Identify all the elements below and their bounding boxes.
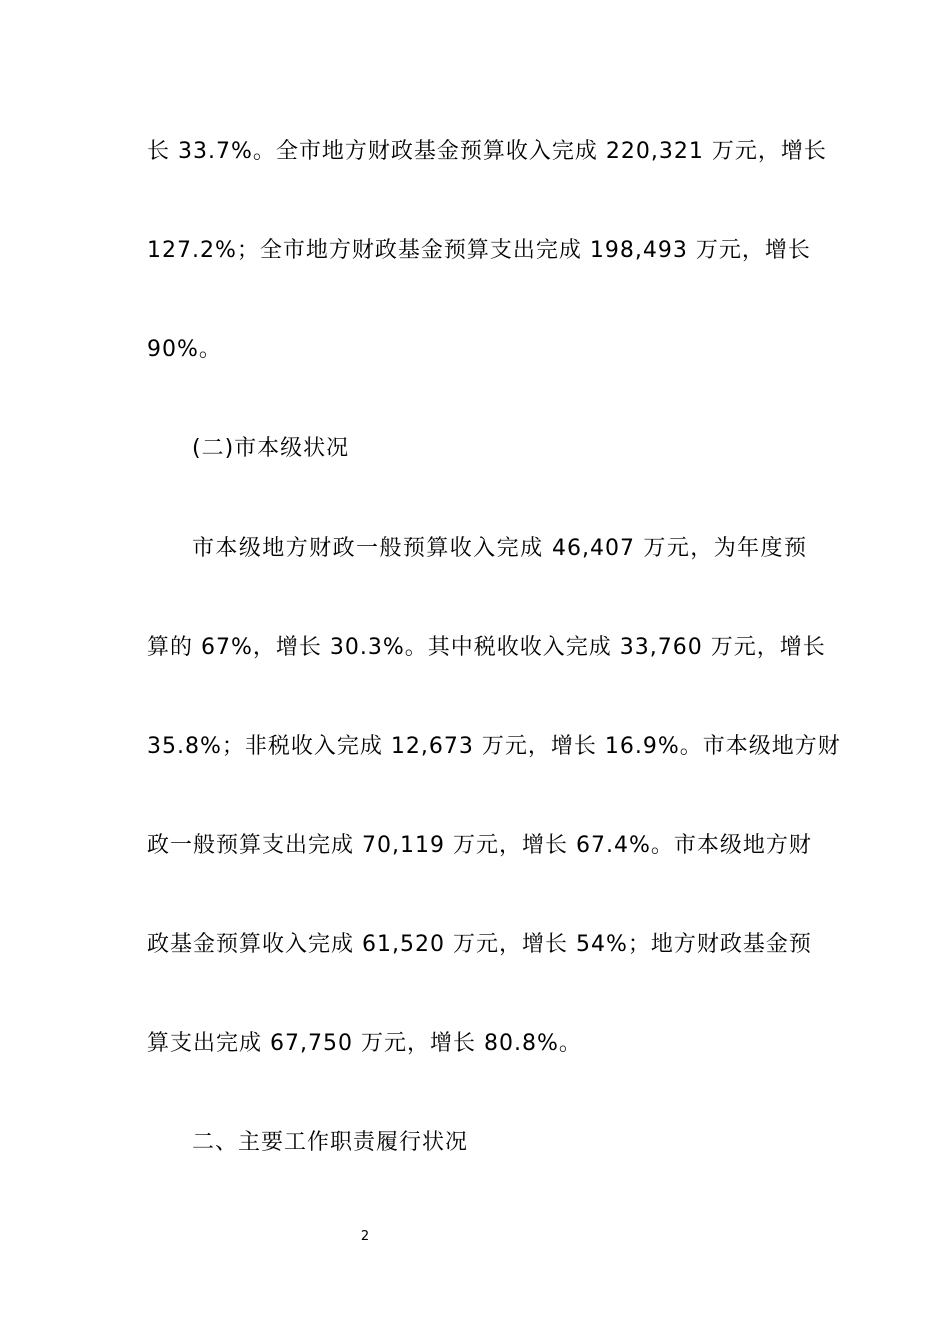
paragraph-line: 算支出完成 67,750 万元，增长 80.8%。 (147, 1031, 582, 1056)
paragraph-line: 政一般预算支出完成 70,119 万元，增长 67.4%。市本级地方财 (147, 833, 812, 858)
paragraph-line: 市本级地方财政一般预算收入完成 46,407 万元，为年度预 (192, 536, 807, 561)
paragraph-line: 算的 67%，增长 30.3%。其中税收收入完成 33,760 万元，增长 (147, 635, 826, 660)
section-heading: (二)市本级状况 (192, 436, 350, 461)
paragraph-line: 90%。 (147, 337, 222, 362)
paragraph-line: 127.2%；全市地方财政基金预算支出完成 198,493 万元，增长 (147, 238, 811, 263)
paragraph-line: 35.8%；非税收入完成 12,673 万元，增长 16.9%。市本级地方财 (147, 734, 841, 759)
page-number: 2 (360, 1229, 370, 1244)
paragraph-line: 长 33.7%。全市地方财政基金预算收入完成 220,321 万元，增长 (147, 139, 827, 164)
paragraph-line: 政基金预算收入完成 61,520 万元，增长 54%；地方财政基金预 (147, 932, 812, 957)
section-heading: 二、主要工作职责履行状况 (192, 1130, 469, 1155)
